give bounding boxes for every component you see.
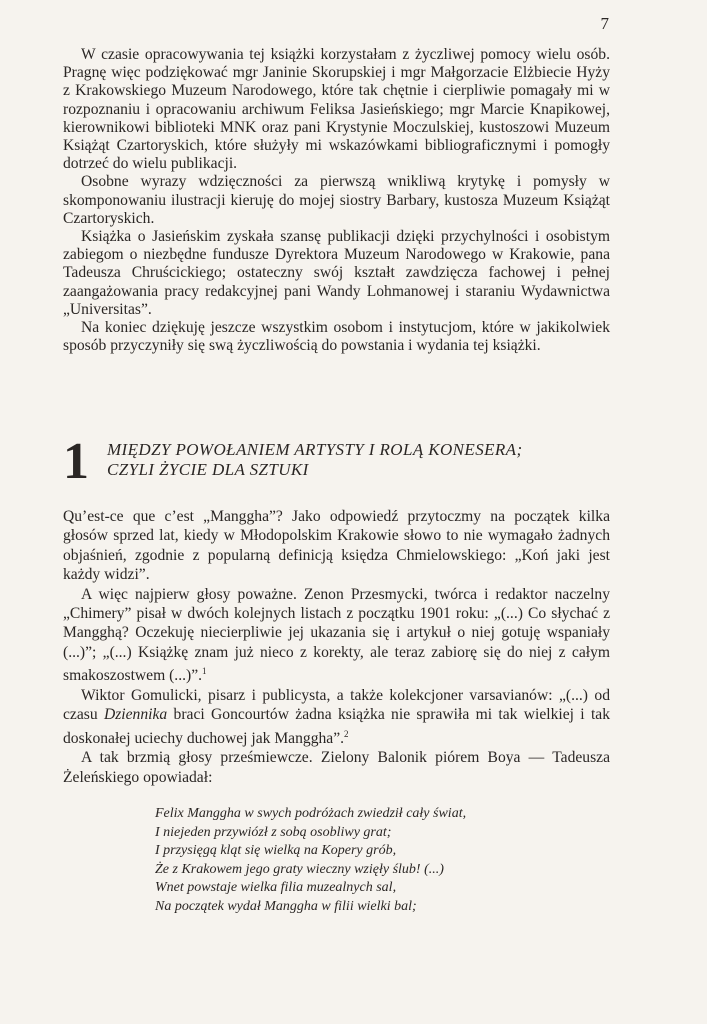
chapter-body bbox=[63, 507, 610, 787]
body-paragraph-2 bbox=[63, 585, 610, 686]
body-paragraph-3 bbox=[63, 686, 610, 748]
chapter-title-line-2: CZYLI ŻYCIE DLA SZTUKI bbox=[107, 460, 309, 479]
chapter-title-line-1: MIĘDZY POWOŁANIEM ARTYSTY I ROLĄ KONESERA; bbox=[107, 440, 523, 459]
footnote-ref-1: 1 bbox=[202, 666, 207, 677]
page-number: 7 bbox=[600, 14, 609, 33]
acknowledgements bbox=[63, 46, 610, 355]
poem-line: Wnet powstaje wielka filia muzealnych sal, bbox=[155, 880, 397, 896]
body-paragraph-3-title: Dziennika bbox=[103, 706, 168, 724]
ack-paragraph-1: W czasie opracowywania tej książki korzystałam z życzliwej pomocy wielu osób. Pragnę więc podziękować mgr Janinie Skorupskiej i mgr Małgorzacie Elżbiecie Hyży z Krakowskiego Muzeum Narodowego, które tak chętnie i cierpliwie pomagały mi w rozpoznaniu i opracowaniu archiwum Feliksa Jasieńskiego; mgr Marcie Knapikowej, kierownikowi biblioteki MNK oraz pani Krystynie Moczulskiej, kustoszowi Muzeum Książąt Czartoryskich, które służyły mi wskazówkami bibliograficznymi i pomogły dotrzeć do wielu publikacji. bbox=[63, 46, 610, 173]
chapter-heading bbox=[63, 433, 610, 490]
body-paragraph-3-text-a: Wiktor Gomulicki, pisarz i publicysta, a także kolekcjoner varsavianów: „(...) od czasu bbox=[63, 686, 610, 724]
poem-line: Że z Krakowem jego graty wieczny wzięły ślub! (...) bbox=[155, 861, 444, 877]
poem-line: I przysięgą kląt się wielką na Kopery grób, bbox=[155, 843, 397, 859]
ack-paragraph-3: Książka o Jasieńskim zyskała szansę publikacji dzięki przychylności i osobistym zabiegom o niezbędne fundusze Dyrektora Muzeum Narodowego w Krakowie, pana Tadeusza Chruścickiego; ostateczny swój kształt zawdzięcza fachowej i pełnej zaangażowania pracy redakcyjnej pani Wandy Lohmanowej i staraniu Wydawnictwa „Universitas”. bbox=[63, 228, 610, 318]
body-paragraph-3-text-b: braci Goncourtów żadna książka nie sprawiła mi tak wielkiej i tak doskonałej uciechy duchowej jak Manggha”. bbox=[63, 706, 611, 747]
footnote-ref-2: 2 bbox=[344, 728, 349, 739]
poem-line: I niejeden przywiózł z sobą osobliwy grat; bbox=[155, 824, 392, 840]
poem-line: Na początek wydał Manggha w filii wielki bal; bbox=[155, 898, 417, 914]
ack-paragraph-4: Na koniec dziękuję jeszcze wszystkim osobom i instytucjom, które w jakikolwiek sposób przyczyniły się swą życzliwością do powstania i wydania tej książki. bbox=[63, 319, 610, 355]
poem-quote bbox=[155, 805, 466, 917]
chapter-number: 1 bbox=[63, 433, 89, 490]
body-paragraph-4: A tak brzmią głosy prześmiewcze. Zielony Balonik piórem Boya — Tadeusza Żeleńskiego opowiadał: bbox=[63, 749, 610, 786]
poem-line: Felix Manggha w swych podróżach zwiedził cały świat, bbox=[155, 806, 467, 821]
chapter-title bbox=[107, 440, 523, 480]
body-paragraph-1: Qu’est-ce que c’est „Manggha”? Jako odpowiedź przytoczmy na początek kilka głosów sprzed lat, kiedy w Młodopolskim Krakowie słowo to nie wymagało żadnych objaśnień, zgodnie z popularną definicją księdza Chmielowskiego: „Koń jaki jest każdy widzi”. bbox=[63, 508, 610, 584]
body-paragraph-2-text: A więc najpierw głosy poważne. Zenon Przesmycki, twórca i redaktor naczelny „Chimery” pisał w dwóch kolejnych listach z początku 1901 roku: „(...) Co słychać z Mangghą? Oczekuję niecierpliwie jej ukazania się i artykuł o niej gotuję wspaniały (...)”; „(...) Książkę znam już nieco z korekty, ale teraz zabiorę się do niej z całym smakoszostwem (...)”. bbox=[63, 585, 610, 685]
ack-paragraph-2: Osobne wyrazy wdzięczności za pierwszą wnikliwą krytykę i pomysły w skomponowaniu ilustracji kieruję do mojej siostry Barbary, kustosza Muzeum Książąt Czartoryskich. bbox=[63, 173, 610, 227]
